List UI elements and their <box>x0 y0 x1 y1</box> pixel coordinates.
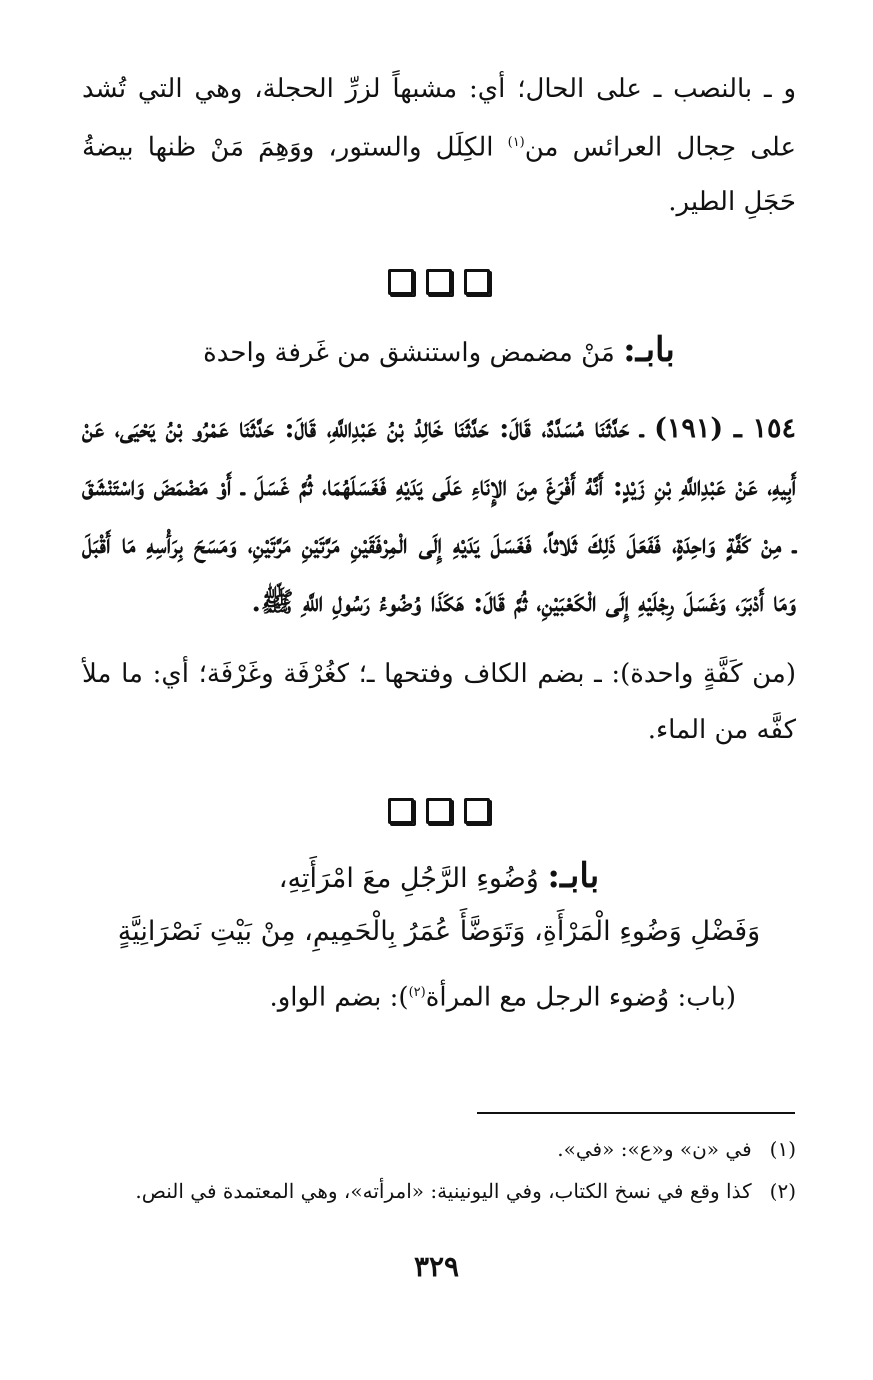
footnote-ref-1[interactable]: (١) <box>507 135 525 150</box>
hadith-text <box>82 400 796 632</box>
bab-label: بابـ: <box>547 855 600 896</box>
hadith-number: ١٥٤ ـ (١٩١) <box>654 412 796 444</box>
hadith-body: ـ حَدَّثَنَا مُسَدَّدٌ، قَالَ: حَدَّثَنَا خَالِدُ بْنُ عَبْدِاللَّهِ، قَالَ: حَدَّثَنَا عَمْرُو بْنُ يَحْيَى، عَنْ أَبِيهِ، عَنْ عَبْدِاللَّهِ بْنِ زَيْدٍ: أَنَّهُ أَفْرَغَ مِنَ الإِنَاءِ عَلَى يَدَيْهِ فَغَسَلَهُمَا، ثُمَّ غَسَلَ ـ أَوْ مَضْمَضَ وَاسْتَنْشَقَ ـ مِنْ كَفَّةٍ وَاحِدَةٍ، فَفَعَلَ ذَلِكَ ثَلاثاً، فَغَسَلَ يَدَيْهِ إِلَى الْمِرْفَقَيْنِ مَرَّتَيْنِ مَرَّتَيْنِ، وَمَسَحَ بِرَأْسِهِ مَا أَقْبَلَ وَمَا أَدْبَرَ، وَغَسَلَ رِجْلَيْهِ إِلَى الْكَعْبَيْنِ، ثُمَّ قَالَ: هَكَذَا وُضُوءُ رَسُولِ اللَّهِ ﷺ. <box>82 412 796 618</box>
square-ornament-icon <box>388 798 414 824</box>
footnote-item <box>82 1170 796 1212</box>
intro-text: و ـ بالنصب ـ على الحال؛ أي: مشبهاً لزرِّ الحجلة، وهي التي تُشد على حِجال العرائس من <box>82 74 796 163</box>
footnotes <box>82 1128 796 1212</box>
commentary-paragraph: (من كَفَّةٍ واحدة): ـ بضم الكاف وفتحها ـ؛ كغُرْفَة وغَرْفَة؛ أي: ما ملأ كفَّه من الماء. <box>82 658 796 745</box>
chapter-title: مَنْ مضمض واستنشق من غَرفة واحدة <box>203 337 624 368</box>
footnote-text: كذا وقع في نسخ الكتاب، وفي اليونينية: «امرأته»، وهي المعتمدة في النص. <box>135 1179 752 1203</box>
footnote-ref-2[interactable]: (٢) <box>408 984 426 1000</box>
square-ornament-icon <box>388 269 414 295</box>
square-ornament-icon <box>426 798 452 824</box>
footnote-number: (١) <box>769 1137 796 1161</box>
footnote-item <box>82 1128 796 1170</box>
commentary-paragraph-2 <box>82 967 796 1024</box>
commentary-text: (باب: وُضوء الرجل مع المرأة <box>425 982 736 1013</box>
commentary-text-end: ): بضم الواو. <box>269 982 409 1013</box>
chapter-heading-1 <box>82 325 796 378</box>
bab-label: بابـ: <box>623 329 675 370</box>
intro-text-rest: الكِلَل والستور، ووَهِمَ مَنْ ظنها بيضةُ حَجَلِ الطير. <box>82 132 796 217</box>
chapter-title-line-1: وُضُوءِ الرَّجُلِ معَ امْرَأَتِهِ، <box>278 862 548 894</box>
section-divider <box>82 798 796 824</box>
square-ornament-icon <box>464 269 490 295</box>
chapter-title-line-2: وَفَضْلِ وَضُوءِ الْمَرْأَةِ، وَتَوَضَّأَ عُمَرُ بِالْحَمِيمِ، مِنْ بَيْتِ نَصْرَانِيَّةٍ <box>117 915 761 947</box>
page-number: ٣٢٩ <box>413 1250 460 1283</box>
footnote-text: في «ن» و«ع»: «في». <box>557 1137 752 1161</box>
intro-paragraph <box>82 62 796 229</box>
section-divider <box>82 269 796 295</box>
square-ornament-icon <box>426 269 452 295</box>
page-body <box>82 62 796 1023</box>
chapter-heading-2 <box>82 848 796 957</box>
footnote-separator <box>477 1112 795 1114</box>
footnote-number: (٢) <box>769 1179 796 1203</box>
square-ornament-icon <box>464 798 490 824</box>
